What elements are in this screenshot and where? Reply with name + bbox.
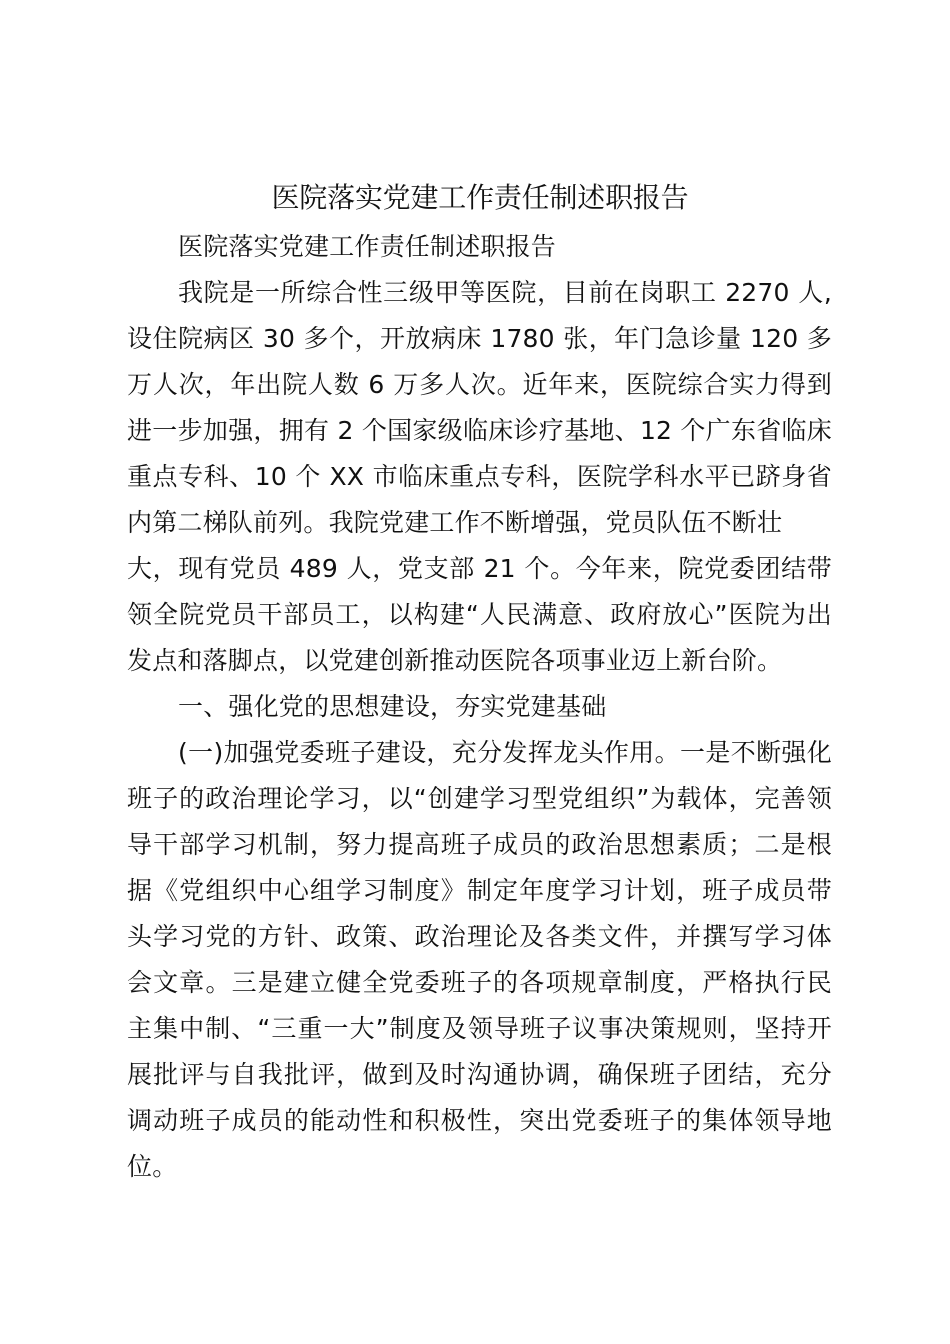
paragraph-line: 班子的政治理论学习，以“创建学习型党组织”为载体，完善领 <box>127 784 832 813</box>
paragraph-line: 展批评与自我批评，做到及时沟通协调，确保班子团结，充分 <box>127 1060 832 1089</box>
paragraph-line: 我院是一所综合性三级甲等医院，目前在岗职工 2270 人, <box>178 278 832 307</box>
paragraph-line: 万人次，年出院人数 6 万多人次。近年来，医院综合实力得到 <box>127 370 832 399</box>
paragraph-line: 主集中制、“三重一大”制度及领导班子议事决策规则，坚持开 <box>127 1014 832 1043</box>
paragraph-line: 头学习党的方针、政策、政治理论及各类文件，并撰写学习体 <box>127 922 832 951</box>
paragraph-line: 调动班子成员的能动性和积极性，突出党委班子的集体领导地 <box>127 1106 832 1135</box>
section-heading: 一、强化党的思想建设，夯实党建基础 <box>178 692 607 721</box>
paragraph-line: (一)加强党委班子建设，充分发挥龙头作用。一是不断强化 <box>178 738 832 767</box>
paragraph-line: 设住院病区 30 多个，开放病床 1780 张，年门急诊量 120 多 <box>127 324 832 353</box>
paragraph-line: 会文章。三是建立健全党委班子的各项规章制度，严格执行民 <box>127 968 832 997</box>
paragraph-line: 大，现有党员 489 人，党支部 21 个。今年来，院党委团结带 <box>127 554 832 583</box>
paragraph-line: 发点和落脚点，以党建创新推动医院各项事业迈上新台阶。 <box>127 646 783 675</box>
paragraph-line: 领全院党员干部员工，以构建“人民满意、政府放心”医院为出 <box>127 600 832 629</box>
paragraph-line: 进一步加强，拥有 2 个国家级临床诊疗基地、12 个广东省临床 <box>127 416 832 445</box>
document-body <box>127 224 832 1190</box>
paragraph-line: 重点专科、10 个 XX 市临床重点专科，医院学科水平已跻身省 <box>127 462 832 491</box>
subtitle-line: 医院落实党建工作责任制述职报告 <box>178 232 557 261</box>
paragraph-line: 据《党组织中心组学习制度》制定年度学习计划，班子成员带 <box>127 876 832 905</box>
paragraph-line: 位。 <box>127 1152 178 1181</box>
document-title: 医院落实党建工作责任制述职报告 <box>271 181 689 214</box>
paragraph-line: 导干部学习机制，努力提高班子成员的政治思想素质；二是根 <box>127 830 832 859</box>
paragraph-line: 内第二梯队前列。我院党建工作不断增强，党员队伍不断壮 <box>127 508 783 537</box>
